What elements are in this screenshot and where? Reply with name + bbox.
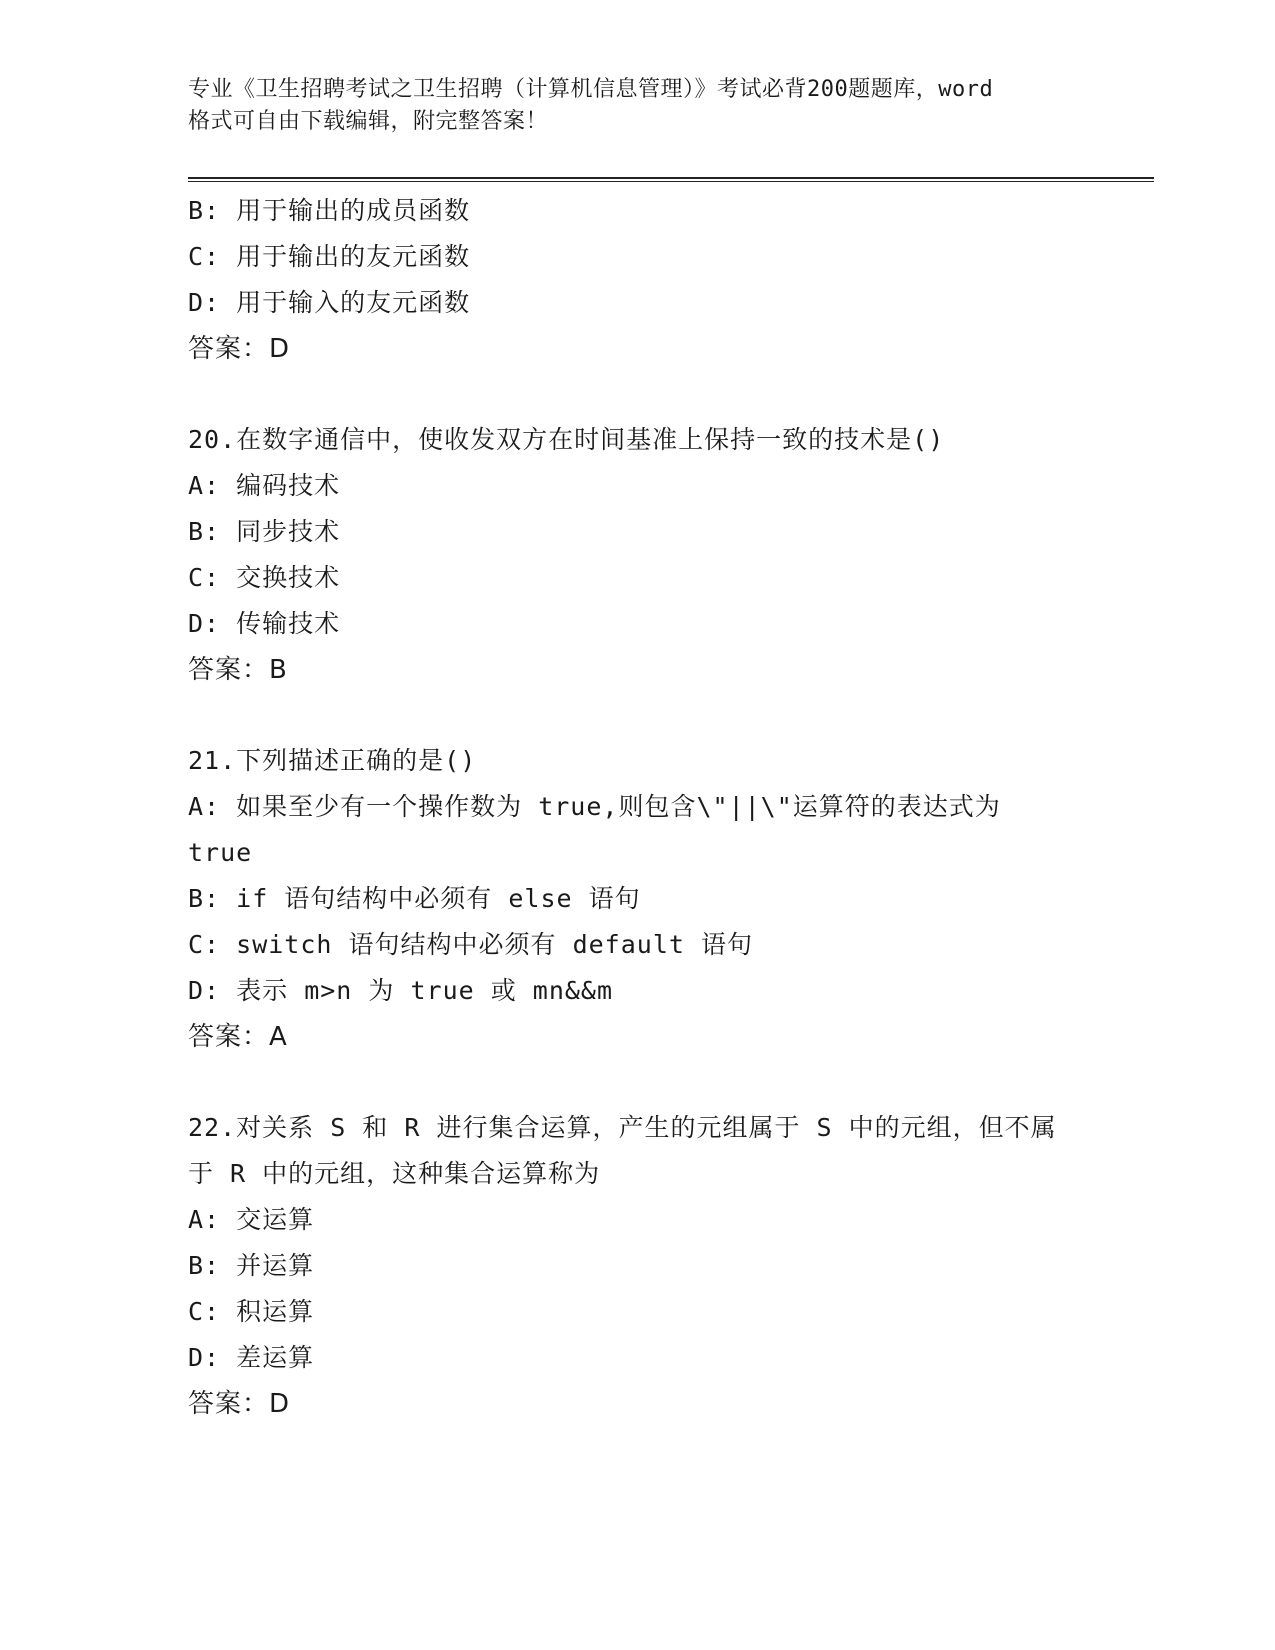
- question-19-block: [188, 188, 1118, 372]
- spacer: [188, 372, 1118, 417]
- option-d: D: 表示 m>n 为 true 或 mn&&m: [188, 976, 614, 1005]
- header-divider: [188, 177, 1154, 182]
- header-title-line-1: 专业《卫生招聘考试之卫生招聘（计算机信息管理）》考试必背200题题库，word: [188, 77, 994, 102]
- option-d: D: 用于输入的友元函数: [188, 288, 471, 317]
- option-a-line-2: true: [188, 838, 253, 867]
- option-a: A: 交运算: [188, 1205, 315, 1234]
- question-list: [188, 188, 1118, 1427]
- question-21-block: [188, 738, 1118, 1060]
- question-text-line-2: 于 R 中的元组，这种集合运算称为: [188, 1159, 601, 1188]
- option-d: D: 传输技术: [188, 609, 341, 638]
- question-text: 21.下列描述正确的是(): [188, 746, 477, 775]
- option-a-line-1: A: 如果至少有一个操作数为 true,则包含\"||\"运算符的表达式为: [188, 792, 1001, 821]
- option-c: C: switch 语句结构中必须有 default 语句: [188, 930, 753, 959]
- option-b: B: 同步技术: [188, 517, 341, 546]
- option-b: B: if 语句结构中必须有 else 语句: [188, 884, 641, 913]
- answer-label: 答案：D: [188, 1389, 291, 1419]
- option-c: C: 用于输出的友元函数: [188, 242, 471, 271]
- header-title-line-2: 格式可自由下载编辑，附完整答案！: [188, 109, 549, 134]
- answer-label: 答案：B: [188, 655, 288, 685]
- option-d: D: 差运算: [188, 1343, 315, 1372]
- option-b: B: 用于输出的成员函数: [188, 196, 471, 225]
- question-22-block: [188, 1105, 1118, 1427]
- answer-label: 答案：D: [188, 334, 291, 364]
- option-b: B: 并运算: [188, 1251, 315, 1280]
- option-c: C: 交换技术: [188, 563, 341, 592]
- option-c: C: 积运算: [188, 1297, 315, 1326]
- page-header: [188, 74, 1088, 138]
- spacer: [188, 693, 1118, 738]
- answer-label: 答案：A: [188, 1022, 288, 1052]
- question-text: 20.在数字通信中，使收发双方在时间基准上保持一致的技术是(): [188, 425, 945, 454]
- spacer: [188, 1060, 1118, 1105]
- option-a: A: 编码技术: [188, 471, 341, 500]
- question-20-block: [188, 417, 1118, 693]
- question-text-line-1: 22.对关系 S 和 R 进行集合运算，产生的元组属于 S 中的元组，但不属: [188, 1113, 1057, 1142]
